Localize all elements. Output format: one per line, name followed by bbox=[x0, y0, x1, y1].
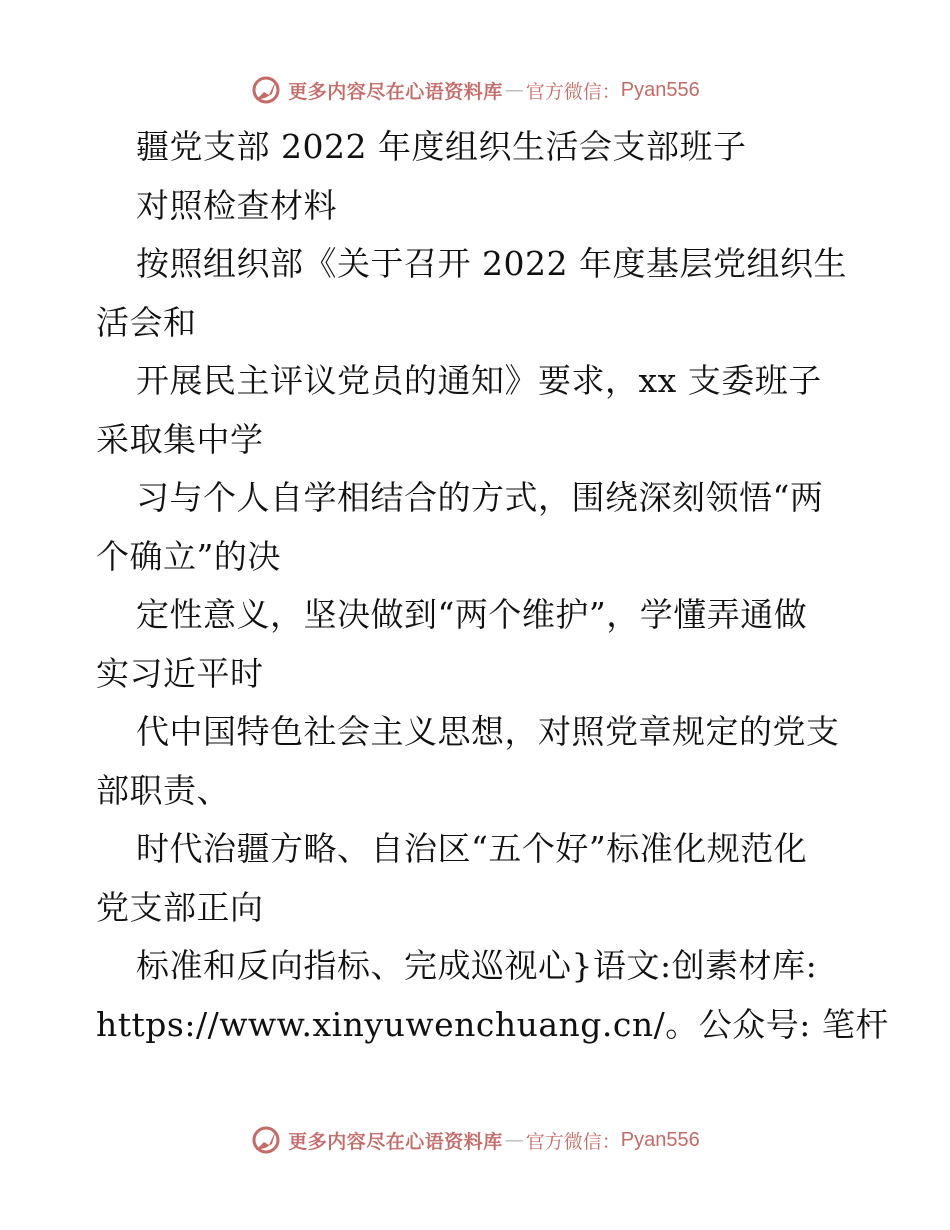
watermark-wechat-label: 官方微信： bbox=[525, 80, 621, 103]
body-line: 个确立”的决 bbox=[96, 536, 281, 576]
pen-circle-logo-icon bbox=[250, 74, 282, 106]
footer-watermark bbox=[0, 1120, 950, 1160]
body-line: 采取集中学 bbox=[96, 419, 264, 459]
watermark-separator: — bbox=[504, 1129, 524, 1151]
watermark-wechat-label: 官方微信： bbox=[525, 1130, 621, 1153]
body-line: 代中国特色社会主义思想，对照党章规定的党支 bbox=[136, 712, 840, 751]
pen-circle-logo-icon bbox=[250, 1124, 282, 1156]
body-line: 定性意义，坚决做到“两个维护”，学懂弄通做 bbox=[136, 595, 808, 634]
body-line: 对照检查材料 bbox=[136, 185, 337, 225]
body-line: 部职责、 bbox=[96, 770, 230, 810]
watermark-site-text: 更多内容尽在心语资料库 bbox=[288, 80, 503, 103]
watermark-wechat-id: Pyan556 bbox=[620, 78, 700, 101]
body-line: 党支部正向 bbox=[96, 887, 264, 927]
body-line: 习与个人自学相结合的方式，围绕深刻领悟“两 bbox=[136, 478, 824, 517]
body-line: 疆党支部 2022 年度组织生活会支部班子 bbox=[136, 127, 747, 166]
header-watermark bbox=[0, 70, 950, 110]
body-line: 实习近平时 bbox=[96, 653, 264, 693]
body-line: 标准和反向指标、完成巡视心}语文:创素材库: bbox=[136, 946, 818, 985]
body-line: 开展民主评议党员的通知》要求，xx 支委班子 bbox=[136, 361, 822, 400]
watermark-wechat-id: Pyan556 bbox=[620, 1128, 700, 1151]
body-line: 活会和 bbox=[96, 302, 197, 342]
watermark-site-text: 更多内容尽在心语资料库 bbox=[288, 1130, 503, 1153]
body-line: https://www.xinyuwenchuang.cn/。公众号: 笔杆 bbox=[96, 1004, 889, 1044]
body-line: 按照组织部《关于召开 2022 年度基层党组织生 bbox=[136, 244, 847, 283]
document-body bbox=[96, 118, 889, 1054]
body-line: 时代治疆方略、自治区“五个好”标准化规范化 bbox=[136, 829, 808, 868]
watermark-separator: — bbox=[504, 79, 524, 101]
